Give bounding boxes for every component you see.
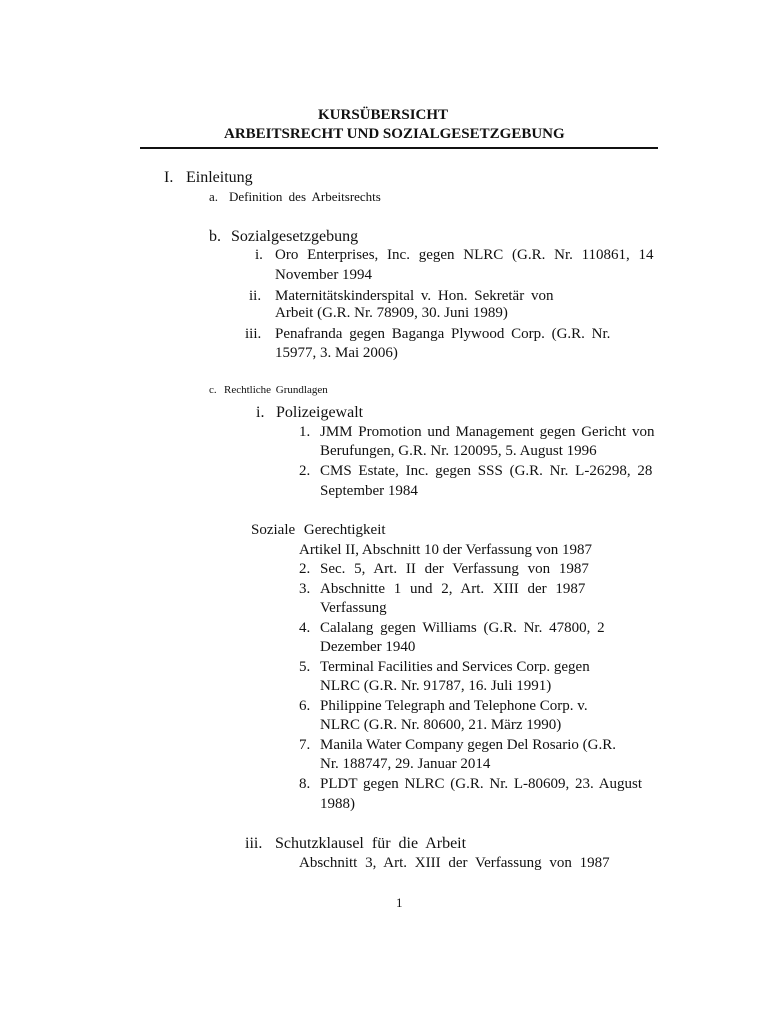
page-subtitle: ARBEITSRECHT UND SOZIALGESETZGEBUNG — [224, 126, 565, 142]
section-a-label: Definition des Arbeitsrechts — [229, 189, 381, 204]
list-item-continuation: Verfassung — [320, 600, 387, 616]
list-item: CMS Estate, Inc. gegen SSS (G.R. Nr. L-26298, 28 — [320, 463, 653, 479]
list-item-continuation: Dezember 1940 — [320, 639, 416, 655]
section-b-label: Sozialgesetzgebung — [231, 228, 359, 245]
section-i-number: I. — [164, 169, 174, 186]
list-item-number: i. — [255, 247, 263, 263]
list-item-continuation: Arbeit (G.R. Nr. 78909, 30. Juni 1989) — [275, 305, 508, 321]
list-item: Artikel II, Abschnitt 10 der Verfassung von 1987 — [299, 542, 593, 558]
list-item-continuation: November 1994 — [275, 267, 373, 283]
list-item: Abschnitte 1 und 2, Art. XIII der 1987 — [320, 581, 586, 597]
list-item-number: 1. — [299, 424, 311, 440]
list-item-number: 2. — [299, 463, 311, 479]
list-item-number: 3. — [299, 581, 311, 597]
title-divider — [140, 147, 658, 149]
list-item: JMM Promotion und Management gegen Gericht von — [320, 424, 655, 440]
list-item-number: ii. — [249, 288, 262, 304]
list-item-continuation: NLRC (G.R. Nr. 80600, 21. März 1990) — [320, 717, 562, 733]
page-title: KURSÜBERSICHT — [318, 107, 449, 123]
list-item-number: iii. — [245, 326, 262, 342]
list-item: Penafranda gegen Baganga Plywood Corp. (G.R. Nr. — [275, 326, 611, 342]
list-item-continuation: September 1984 — [320, 483, 418, 499]
list-item: Abschnitt 3, Art. XIII der Verfassung von 1987 — [299, 855, 610, 871]
list-item-continuation: Nr. 188747, 29. Januar 2014 — [320, 756, 491, 772]
section-i-label: Einleitung — [186, 169, 253, 186]
section-c-label: Rechtliche Grundlagen — [224, 384, 328, 396]
list-item: Philippine Telegraph and Telephone Corp. v. — [320, 698, 588, 714]
list-item-number: 4. — [299, 620, 311, 636]
list-item-number: 6. — [299, 698, 311, 714]
list-item: Oro Enterprises, Inc. gegen NLRC (G.R. Nr. 110861, 14 — [275, 247, 654, 263]
section-a-number: a. — [209, 189, 219, 204]
list-item: Calalang gegen Williams (G.R. Nr. 47800, 2 — [320, 620, 605, 636]
list-item: Manila Water Company gegen Del Rosario (G.R. — [320, 737, 616, 753]
list-item-continuation: 15977, 3. Mai 2006) — [275, 345, 398, 361]
list-item: Sec. 5, Art. II der Verfassung von 1987 — [320, 561, 589, 577]
list-item: PLDT gegen NLRC (G.R. Nr. L-80609, 23. August — [320, 776, 643, 792]
list-item-number: 8. — [299, 776, 311, 792]
section-b-number: b. — [209, 228, 221, 245]
page-number: 1 — [396, 895, 403, 910]
subsection-label: Schutzklausel für die Arbeit — [275, 835, 467, 852]
list-item-continuation: NLRC (G.R. Nr. 91787, 16. Juli 1991) — [320, 678, 552, 694]
list-item-number: 2. — [299, 561, 311, 577]
list-item: Terminal Facilities and Services Corp. gegen — [320, 659, 590, 675]
list-item-continuation: 1988) — [320, 796, 355, 812]
subsection-number: i. — [256, 404, 265, 421]
subsection-label: Polizeigewalt — [276, 404, 364, 421]
section-c-number: c. — [209, 384, 217, 396]
subsection-number: iii. — [245, 835, 263, 852]
list-item-number: 5. — [299, 659, 311, 675]
subsection-label: Soziale Gerechtigkeit — [251, 522, 386, 538]
list-item-continuation: Berufungen, G.R. Nr. 120095, 5. August 1996 — [320, 443, 597, 459]
list-item-number: 7. — [299, 737, 311, 753]
list-item: Maternitätskinderspital v. Hon. Sekretär von — [275, 288, 554, 304]
